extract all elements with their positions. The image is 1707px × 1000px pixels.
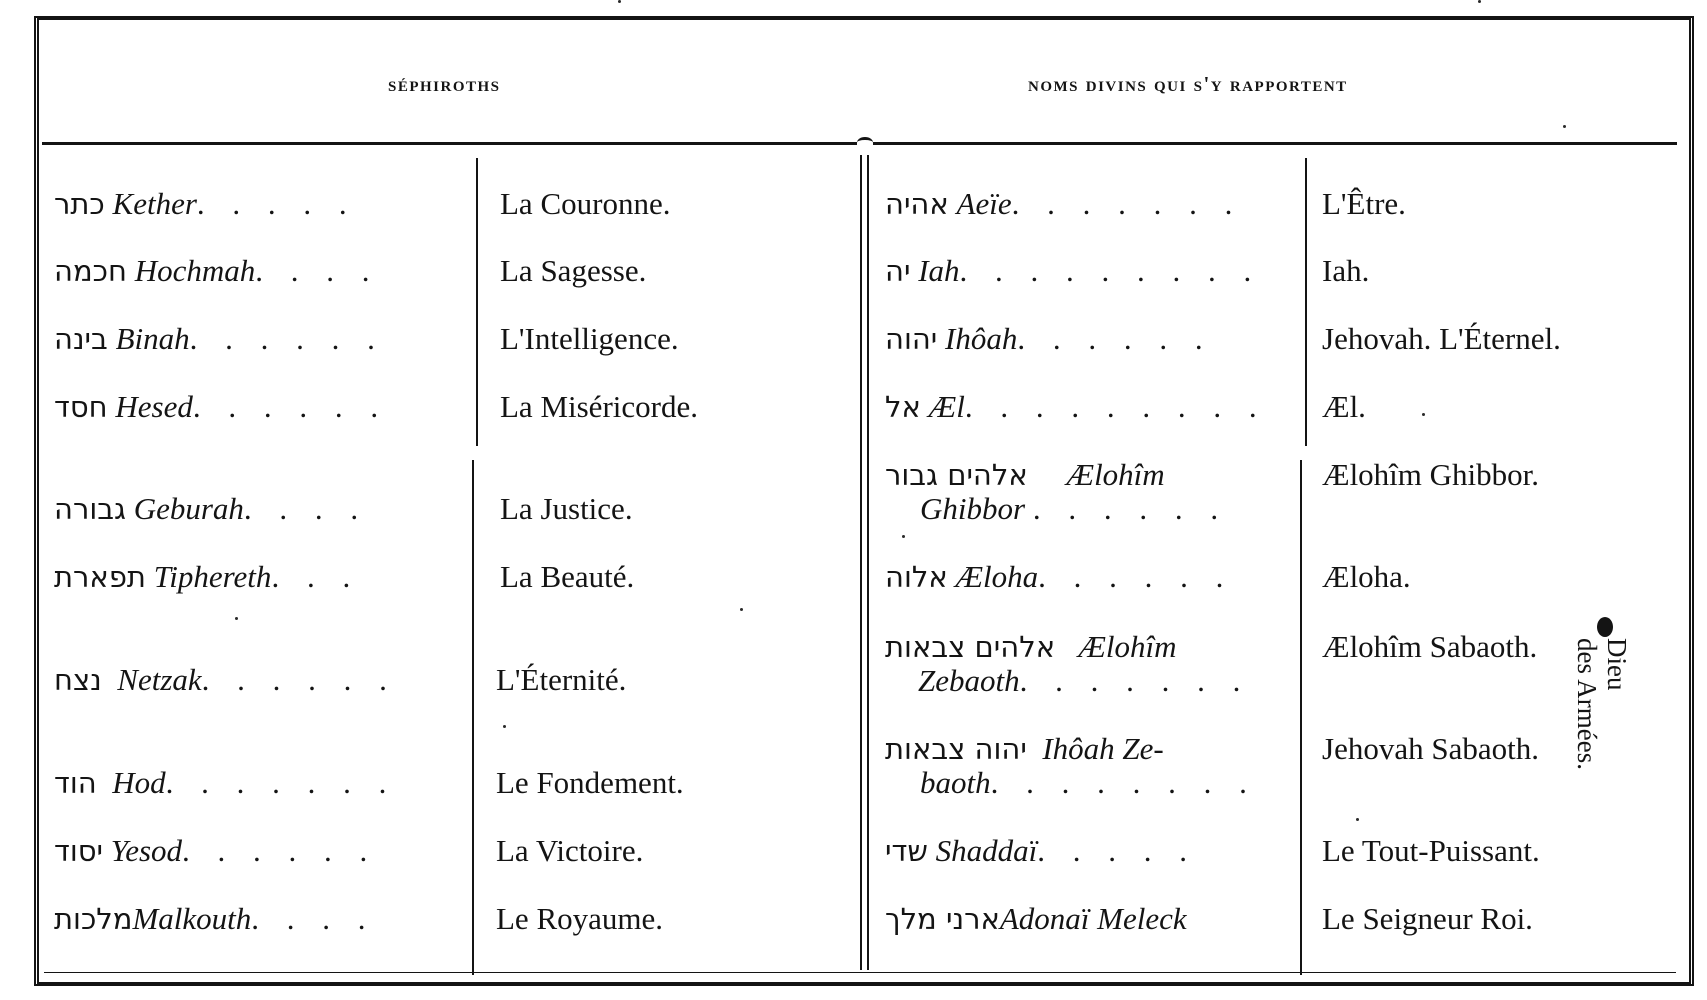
hebrew-sephirah: יסוד	[54, 834, 104, 868]
leader-dots: . . . . . . . . .	[964, 389, 1267, 424]
divine-name-translation: Jehovah Sabaoth.	[1322, 731, 1539, 766]
divine-name-cell	[885, 732, 1164, 766]
sephirah-name: Hochmah	[134, 253, 256, 288]
hebrew-sephirah: הוד	[54, 766, 97, 800]
sephirah-meaning: Le Royaume.	[496, 901, 664, 936]
hebrew-divine-name: ארני מלך	[885, 902, 1000, 936]
sephirah-name: Kether	[112, 186, 197, 221]
hebrew-sephirah: חסד	[54, 390, 108, 424]
leader-dots: . . . . . . .	[1011, 186, 1243, 221]
sephirah-meaning: La Justice.	[500, 491, 633, 526]
column-divider	[472, 460, 474, 975]
divine-name-continuation	[920, 492, 1228, 526]
leader-dots: . . .	[271, 559, 361, 594]
sephirah-meaning: Le Fondement.	[496, 765, 684, 800]
sephirah-name: Malkouth	[132, 901, 252, 936]
sephirah-name: Geburah	[133, 491, 244, 526]
hebrew-sephirah: חכמה	[54, 254, 127, 288]
leader-dots: . . . . . .	[1017, 321, 1213, 356]
divine-name-cell	[885, 458, 1165, 492]
sephirah-cell	[54, 187, 357, 221]
leader-dots: . . . . .	[196, 186, 357, 221]
sephirah-meaning: L'Éternité.	[496, 662, 627, 697]
side-note	[1572, 638, 1632, 770]
hebrew-divine-name: אהיה	[885, 187, 949, 221]
sephirah-cell	[54, 492, 368, 526]
side-note-line: Dieu	[1602, 638, 1632, 691]
divine-name: Adonaï Meleck	[999, 901, 1187, 936]
sephirah-cell	[54, 322, 385, 356]
ink-blot	[1597, 617, 1613, 637]
sephirah-cell	[54, 902, 376, 936]
leader-dots: . . . . . .	[1038, 559, 1234, 594]
header-sephiroths: séphiroths	[388, 72, 501, 96]
print-speck	[618, 0, 621, 3]
leader-dots: . . . . . . .	[165, 765, 397, 800]
divine-name: Aeïe	[956, 186, 1012, 221]
divine-name-cell	[885, 630, 1177, 664]
divine-name-translation: Le Tout-Puissant.	[1322, 833, 1540, 868]
leader-dots: . . . . . . . . .	[959, 253, 1262, 288]
sephirah-name: Tiphereth	[153, 559, 272, 594]
sephirah-name: Binah	[115, 321, 190, 356]
leader-dots: . . . .	[251, 901, 376, 936]
print-speck	[1563, 125, 1566, 128]
leader-dots: . . . .	[243, 491, 369, 526]
print-speck	[235, 617, 238, 620]
column-divider	[1300, 460, 1302, 975]
side-note-line: des Armées.	[1572, 638, 1602, 770]
sephirah-cell	[54, 663, 397, 697]
center-divider	[860, 155, 862, 970]
sephirah-name: Hod	[112, 765, 166, 800]
divine-name: Ihôah Ze-	[1042, 731, 1164, 766]
divine-name-continuation	[920, 766, 1257, 800]
hebrew-divine-name: אל	[885, 390, 921, 424]
hebrew-sephirah: נצח	[54, 663, 102, 697]
sephirah-meaning: La Beauté.	[500, 559, 635, 594]
sephirah-cell	[54, 254, 379, 288]
sephirah-name: Netzak	[117, 662, 202, 697]
hebrew-sephirah: בינה	[54, 322, 108, 356]
hebrew-divine-name: אלהים צבאות	[885, 630, 1056, 664]
sephirah-meaning: La Miséricorde.	[500, 389, 698, 424]
hebrew-divine-name: אלוה	[885, 560, 948, 594]
sephirah-cell	[54, 390, 388, 424]
hebrew-divine-name: שדי	[885, 834, 928, 868]
leader-dots: . . . . . .	[192, 389, 389, 424]
sephirah-cell	[54, 766, 396, 800]
hebrew-sephirah: כתר	[54, 187, 105, 221]
hebrew-sephirah: מלכות	[54, 902, 133, 936]
divine-name-cell	[885, 834, 1197, 868]
center-divider	[867, 155, 869, 970]
leader-dots: . . . . . . . .	[990, 765, 1257, 800]
divine-name: Ihôah	[945, 321, 1018, 356]
divine-name-translation: Ælohîm Sabaoth.	[1322, 629, 1538, 664]
hebrew-divine-name: יהוה	[885, 322, 938, 356]
divine-name-cell	[885, 902, 1187, 936]
print-speck	[1478, 0, 1481, 3]
divine-name-cell	[885, 187, 1242, 221]
column-divider	[476, 158, 478, 446]
leader-dots: . . . . . .	[201, 662, 397, 697]
leader-dots: . . . . . . .	[1019, 663, 1251, 698]
print-speck	[1356, 818, 1359, 821]
divine-name: Iah	[918, 253, 960, 288]
divine-name-cell	[885, 254, 1261, 288]
print-speck	[740, 608, 743, 611]
divine-name: Ælohîm	[1066, 457, 1165, 492]
sephirah-cell	[54, 834, 377, 868]
divine-name-cell	[885, 322, 1213, 356]
divine-name-translation: Æloha.	[1322, 559, 1411, 594]
sephirah-name: Yesod	[110, 833, 183, 868]
leader-dots: . . . . . .	[182, 833, 378, 868]
divine-name: baoth	[920, 765, 991, 800]
leader-dots: . . . . . .	[1032, 491, 1229, 526]
divine-name: Zebaoth	[918, 663, 1020, 698]
divine-name-translation: Jehovah. L'Éternel.	[1322, 321, 1561, 356]
divine-name-translation: Le Seigneur Roi.	[1322, 901, 1533, 936]
divine-name: Ælohîm	[1078, 629, 1177, 664]
print-speck	[902, 535, 905, 538]
divine-name: Ghibbor	[920, 491, 1026, 526]
table-bottom-rule	[44, 972, 1676, 973]
divine-name: Shaddaï	[935, 833, 1038, 868]
divine-name: Æl	[928, 389, 965, 424]
sephirah-meaning: La Victoire.	[496, 833, 644, 868]
divine-name-cell	[885, 560, 1233, 594]
header-divine-names: noms divins qui s'y rapportent	[1028, 72, 1348, 96]
divine-name: Æloha	[955, 559, 1039, 594]
hebrew-sephirah: תפארת	[54, 560, 146, 594]
sephirah-meaning: La Couronne.	[500, 186, 671, 221]
divine-name-cell	[885, 390, 1267, 424]
header-rule-notch	[857, 137, 873, 148]
divine-name-translation: L'Être.	[1322, 186, 1406, 221]
print-speck	[1422, 413, 1425, 416]
divine-name-continuation	[918, 664, 1250, 698]
hebrew-divine-name: אלהים גבור	[885, 458, 1028, 492]
divine-name-translation: Æl.	[1322, 389, 1366, 424]
print-speck	[503, 725, 506, 728]
divine-name-translation: Ælohîm Ghibbor.	[1322, 457, 1540, 492]
sephirah-meaning: La Sagesse.	[500, 253, 647, 288]
leader-dots: . . . . .	[1037, 833, 1197, 868]
divine-name-translation: Iah.	[1322, 253, 1370, 288]
sephirah-name: Hesed	[115, 389, 193, 424]
sephirah-meaning: L'Intelligence.	[500, 321, 679, 356]
leader-dots: . . . .	[255, 253, 380, 288]
sephirah-cell	[54, 560, 360, 594]
column-divider	[1305, 158, 1307, 446]
leader-dots: . . . . . .	[189, 321, 385, 356]
hebrew-divine-name: יהוה צבאות	[885, 732, 1027, 766]
hebrew-divine-name: יה	[885, 254, 911, 288]
hebrew-sephirah: גבורה	[54, 492, 126, 526]
